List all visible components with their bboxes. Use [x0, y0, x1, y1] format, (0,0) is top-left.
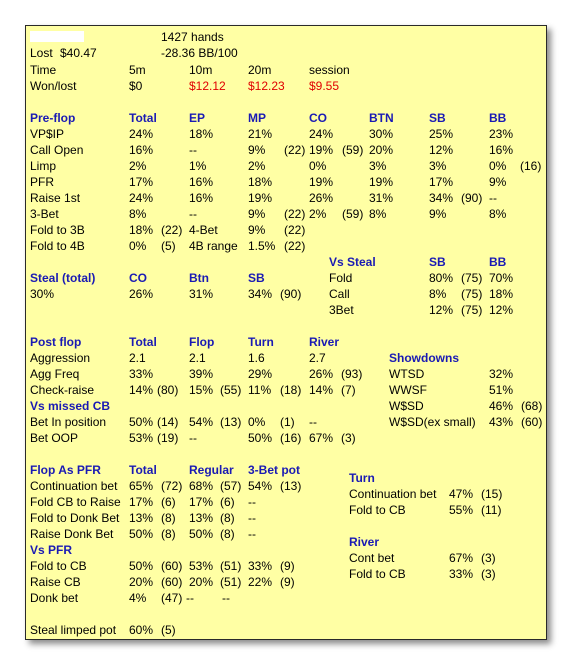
showdown-cell: WWSF — [389, 383, 427, 397]
vs-pfr-cell: 4% — [129, 591, 147, 605]
vs-steal-cell: 18% — [489, 287, 514, 301]
river-cell: Fold to CB — [349, 567, 406, 581]
preflop-cell: 0% — [309, 159, 327, 173]
postflop-header: Post flop — [30, 335, 82, 349]
vs-steal-cell: 80% — [429, 271, 454, 285]
steal-value: 31% — [189, 287, 214, 301]
postflop-cell: Aggression — [30, 351, 91, 365]
preflop-cell: -- — [189, 143, 197, 157]
preflop-cell: 8% — [489, 207, 507, 221]
wonlost-value: $12.23 — [248, 79, 285, 93]
flop-pfr-cell: 17% — [189, 495, 214, 509]
fold-4bet-cell: (5) — [161, 239, 176, 253]
turn-cell: Fold to CB — [349, 503, 406, 517]
time-col-header: 10m — [189, 63, 213, 77]
time-label: Time — [30, 63, 57, 77]
bet-oop-cell: 53% — [129, 431, 154, 445]
preflop-cell: 20% — [369, 143, 394, 157]
preflop-cell: 9% — [489, 175, 507, 189]
vs-steal-cell: 12% — [489, 303, 514, 317]
preflop-cell: 19% — [369, 175, 394, 189]
flop-pfr-cell: (13) — [280, 479, 302, 493]
vs-pfr-cell: Fold to CB — [30, 559, 87, 573]
preflop-cell: 1% — [189, 159, 207, 173]
preflop-cell: 18% — [189, 127, 214, 141]
showdown-cell: W$SD — [389, 399, 424, 413]
preflop-cell: (59) — [342, 207, 364, 221]
vs-steal-cell: (75) — [461, 271, 483, 285]
showdown-cell: 43% — [489, 415, 514, 429]
postflop-cell: 26% — [309, 367, 334, 381]
river-cell: 33% — [449, 567, 474, 581]
steal-limped-cell: (5) — [161, 623, 176, 637]
fold-3bet-cell: 9% — [248, 223, 266, 237]
hands-count: 1427 hands — [161, 30, 224, 44]
showdown-cell: 46% — [489, 399, 514, 413]
showdown-cell: W$SD(ex small) — [389, 415, 476, 429]
wonlost-label: Won/lost — [30, 79, 77, 93]
bet-ip-cell: (1) — [280, 415, 295, 429]
flop-pfr-header: Flop As PFR — [30, 463, 101, 477]
fold-3bet-cell: 18% — [129, 223, 154, 237]
preflop-cell: 2% — [309, 207, 327, 221]
postflop-cell: 1.6 — [248, 351, 265, 365]
postflop-cell: (7) — [341, 383, 356, 397]
flop-pfr-cell: (8) — [220, 527, 235, 541]
vs-pfr-cell: (60) — [161, 575, 183, 589]
bet-ip-cell: -- — [309, 415, 317, 429]
flop-pfr-header: Total — [129, 463, 157, 477]
preflop-cell: Call Open — [30, 143, 84, 157]
bb-per-100: -28.36 BB/100 — [161, 46, 238, 60]
flop-pfr-cell: Raise Donk Bet — [30, 527, 114, 541]
vs-pfr-cell: (9) — [280, 575, 295, 589]
showdown-cell: (68) — [521, 399, 543, 413]
preflop-cell: 17% — [429, 175, 454, 189]
steal-value: (90) — [280, 287, 302, 301]
fold-3bet-cell: 4-Bet — [189, 223, 218, 237]
preflop-cell: Limp — [30, 159, 57, 173]
flop-pfr-cell: Continuation bet — [30, 479, 118, 493]
preflop-cell: 8% — [129, 207, 147, 221]
bet-ip-cell: 54% — [189, 415, 214, 429]
bet-ip-cell: Bet In position — [30, 415, 107, 429]
preflop-header: SB — [429, 111, 446, 125]
postflop-cell: (80) — [157, 383, 179, 397]
vs-steal-title: Vs Steal — [329, 255, 376, 269]
vs-steal-bb: BB — [489, 255, 507, 269]
postflop-cell: 2.7 — [309, 351, 326, 365]
steal-value: 30% — [30, 287, 55, 301]
preflop-cell: (90) — [461, 191, 483, 205]
preflop-cell: (16) — [520, 159, 542, 173]
turn-cell: 55% — [449, 503, 474, 517]
flop-pfr-cell: -- — [248, 527, 256, 541]
river-cell: (3) — [481, 551, 496, 565]
preflop-cell: 17% — [129, 175, 154, 189]
preflop-cell: 19% — [248, 191, 273, 205]
postflop-cell: 39% — [189, 367, 214, 381]
preflop-cell: 25% — [429, 127, 454, 141]
preflop-cell: PFR — [30, 175, 54, 189]
bet-ip-cell: (14) — [157, 415, 179, 429]
preflop-cell: 26% — [309, 191, 334, 205]
postflop-cell: (18) — [280, 383, 302, 397]
river-cell: (3) — [481, 567, 496, 581]
lost-label: Lost — [30, 46, 53, 60]
vs-pfr-cell: Raise CB — [30, 575, 81, 589]
steal-limped-cell: Steal limped pot — [30, 623, 117, 637]
turn-cell: 47% — [449, 487, 474, 501]
postflop-header: Turn — [248, 335, 274, 349]
bet-ip-cell: 50% — [129, 415, 154, 429]
preflop-cell: (22) — [284, 143, 306, 157]
showdown-cell: 51% — [489, 383, 514, 397]
river-cell: Cont bet — [349, 551, 395, 565]
preflop-cell: 24% — [129, 191, 154, 205]
flop-pfr-cell: 65% — [129, 479, 154, 493]
postflop-cell: Check-raise — [30, 383, 95, 397]
vs-pfr-cell: 33% — [248, 559, 273, 573]
fold-3bet-cell: (22) — [161, 223, 183, 237]
vs-steal-cell: 3Bet — [329, 303, 354, 317]
postflop-cell: 14% — [129, 383, 154, 397]
preflop-cell: 21% — [248, 127, 273, 141]
vs-steal-sb: SB — [429, 255, 446, 269]
postflop-cell: 29% — [248, 367, 273, 381]
steal-header: SB — [248, 271, 265, 285]
bet-oop-cell: -- — [189, 431, 197, 445]
bet-oop-cell: (16) — [280, 431, 302, 445]
vs-pfr-cell: (51) — [220, 575, 242, 589]
flop-pfr-header: 3-Bet pot — [248, 463, 300, 477]
showdown-cell: WTSD — [389, 367, 425, 381]
vs-steal-cell: 70% — [489, 271, 514, 285]
preflop-cell: VP$IP — [30, 127, 65, 141]
preflop-header: CO — [309, 111, 327, 125]
stats-panel — [25, 25, 547, 640]
turn-cell: Continuation bet — [349, 487, 437, 501]
vs-pfr-cell: 22% — [248, 575, 273, 589]
steal-header: CO — [129, 271, 147, 285]
showdowns-title: Showdowns — [389, 351, 459, 365]
postflop-cell: (93) — [341, 367, 363, 381]
river-cell: 67% — [449, 551, 474, 565]
vs-pfr-title: Vs PFR — [30, 543, 73, 557]
steal-limped-cell: 60% — [129, 623, 154, 637]
preflop-header: BB — [489, 111, 507, 125]
wonlost-value: $0 — [129, 79, 143, 93]
vs-pfr-cell: 20% — [129, 575, 154, 589]
flop-pfr-cell: 50% — [189, 527, 214, 541]
vs-pfr-cell: (9) — [280, 559, 295, 573]
vs-pfr-cell: 50% — [129, 559, 154, 573]
vs-pfr-cell: (47) — [161, 591, 183, 605]
preflop-cell: 30% — [369, 127, 394, 141]
bet-oop-cell: (3) — [341, 431, 356, 445]
lost-value: $40.47 — [60, 46, 97, 60]
flop-pfr-cell: -- — [248, 511, 256, 525]
turn-cell: (11) — [481, 503, 502, 517]
preflop-header: MP — [248, 111, 266, 125]
flop-pfr-cell: 50% — [129, 527, 154, 541]
preflop-cell: 9% — [248, 143, 266, 157]
flop-pfr-cell: (72) — [161, 479, 183, 493]
vs-pfr-cell: 53% — [189, 559, 214, 573]
wonlost-value: $12.12 — [189, 79, 226, 93]
flop-pfr-cell: Fold CB to Raise — [30, 495, 121, 509]
flop-pfr-cell: 54% — [248, 479, 273, 493]
preflop-cell: (22) — [284, 207, 306, 221]
flop-pfr-cell: (8) — [161, 527, 176, 541]
vs-steal-cell: Call — [329, 287, 350, 301]
preflop-cell: 9% — [429, 207, 447, 221]
turn-cell: (15) — [481, 487, 503, 501]
preflop-cell: 3% — [369, 159, 387, 173]
postflop-header: Flop — [189, 335, 215, 349]
vs-missed-cb-title: Vs missed CB — [30, 399, 111, 413]
preflop-header: EP — [189, 111, 206, 125]
vs-steal-cell: 8% — [429, 287, 447, 301]
fold-4bet-cell: 0% — [129, 239, 147, 253]
flop-pfr-cell: 13% — [189, 511, 214, 525]
flop-pfr-cell: (8) — [161, 511, 176, 525]
preflop-header: Pre-flop — [30, 111, 76, 125]
vs-steal-cell: 12% — [429, 303, 454, 317]
turn-title: Turn — [349, 471, 375, 485]
preflop-cell: 19% — [309, 175, 334, 189]
fold-4bet-cell: (22) — [284, 239, 306, 253]
postflop-cell: 2.1 — [129, 351, 146, 365]
postflop-cell: 14% — [309, 383, 334, 397]
time-col-header: 20m — [248, 63, 272, 77]
preflop-cell: 2% — [248, 159, 266, 173]
time-col-header: 5m — [129, 63, 146, 77]
bet-oop-cell: (19) — [157, 431, 179, 445]
steal-value: 26% — [129, 287, 154, 301]
postflop-cell: 15% — [189, 383, 214, 397]
preflop-cell: 19% — [309, 143, 334, 157]
flop-pfr-cell: 13% — [129, 511, 154, 525]
postflop-header: Total — [129, 335, 157, 349]
flop-pfr-cell: 17% — [129, 495, 154, 509]
postflop-cell: (55) — [220, 383, 242, 397]
preflop-cell: Raise 1st — [30, 191, 81, 205]
fold-4bet-cell: 4B range — [189, 239, 238, 253]
preflop-cell: 24% — [129, 127, 154, 141]
preflop-header: BTN — [369, 111, 394, 125]
vs-pfr-cell: (51) — [220, 559, 242, 573]
flop-pfr-cell: (6) — [220, 495, 235, 509]
postflop-cell: 11% — [248, 383, 272, 397]
flop-pfr-cell: Fold to Donk Bet — [30, 511, 120, 525]
flop-pfr-cell: -- — [248, 495, 256, 509]
preflop-cell: 16% — [129, 143, 154, 157]
preflop-cell: 8% — [369, 207, 387, 221]
vs-steal-cell: (75) — [461, 287, 483, 301]
preflop-cell: 2% — [129, 159, 147, 173]
preflop-cell: 9% — [248, 207, 266, 221]
preflop-header: Total — [129, 111, 157, 125]
flop-pfr-cell: (8) — [220, 511, 235, 525]
bet-ip-cell: 0% — [248, 415, 266, 429]
preflop-cell: 3% — [429, 159, 447, 173]
steal-header: Steal (total) — [30, 271, 96, 285]
preflop-cell: -- — [189, 207, 197, 221]
bet-oop-cell: 50% — [248, 431, 273, 445]
player-name-redacted — [30, 31, 84, 42]
preflop-cell: 16% — [189, 191, 214, 205]
preflop-cell: 24% — [309, 127, 334, 141]
preflop-cell: 34% — [429, 191, 454, 205]
preflop-cell: 23% — [489, 127, 514, 141]
preflop-cell: 3-Bet — [30, 207, 59, 221]
steal-value: 34% — [248, 287, 273, 301]
postflop-cell: Agg Freq — [30, 367, 80, 381]
preflop-cell: 31% — [369, 191, 394, 205]
showdown-cell: (60) — [521, 415, 543, 429]
flop-pfr-header: Regular — [189, 463, 234, 477]
flop-pfr-cell: (57) — [220, 479, 242, 493]
preflop-cell: 12% — [429, 143, 454, 157]
fold-4bet-cell: Fold to 4B — [30, 239, 85, 253]
preflop-cell: -- — [489, 191, 497, 205]
vs-pfr-cell: -- — [222, 591, 230, 605]
time-col-header: session — [309, 63, 350, 77]
preflop-cell: (59) — [342, 143, 364, 157]
vs-steal-cell: Fold — [329, 271, 353, 285]
bet-oop-cell: Bet OOP — [30, 431, 79, 445]
showdown-cell: 32% — [489, 367, 514, 381]
postflop-cell: 2.1 — [189, 351, 206, 365]
fold-3bet-cell: Fold to 3B — [30, 223, 85, 237]
vs-pfr-cell: Donk bet — [30, 591, 79, 605]
bet-ip-cell: (13) — [220, 415, 242, 429]
wonlost-value: $9.55 — [309, 79, 340, 93]
vs-pfr-cell: (60) — [161, 559, 183, 573]
preflop-cell: 18% — [248, 175, 273, 189]
preflop-cell: 16% — [489, 143, 514, 157]
steal-header: Btn — [189, 271, 209, 285]
vs-pfr-cell: 20% — [189, 575, 214, 589]
preflop-cell: 0% — [489, 159, 507, 173]
fold-4bet-cell: 1.5% — [248, 239, 276, 253]
vs-pfr-cell: -- — [186, 591, 194, 605]
flop-pfr-cell: 68% — [189, 479, 214, 493]
fold-3bet-cell: (22) — [284, 223, 306, 237]
preflop-cell: 16% — [189, 175, 214, 189]
river-title: River — [349, 535, 380, 549]
flop-pfr-cell: (6) — [161, 495, 176, 509]
postflop-header: River — [309, 335, 340, 349]
postflop-cell: 33% — [129, 367, 154, 381]
vs-steal-cell: (75) — [461, 303, 483, 317]
bet-oop-cell: 67% — [309, 431, 334, 445]
